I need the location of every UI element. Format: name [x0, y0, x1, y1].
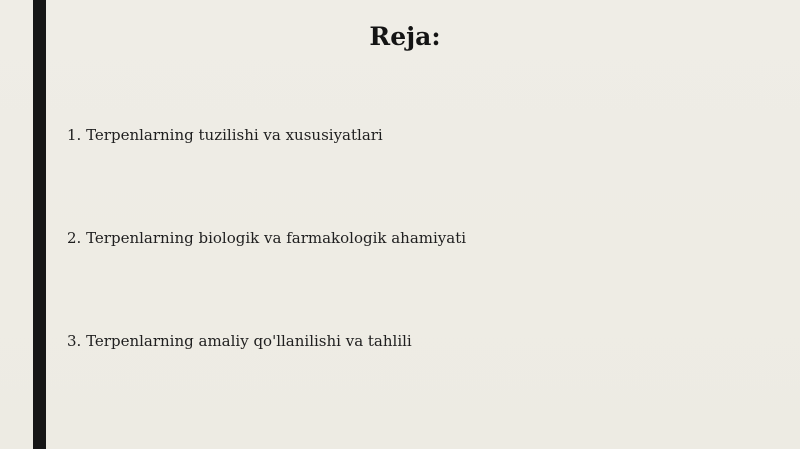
slide-title: Reja: — [369, 22, 441, 51]
accent-bar — [33, 0, 46, 449]
plan-item-1: 1. Terpenlarning tuzilishi va xususiyatlari — [67, 126, 383, 144]
plan-item-3: 3. Terpenlarning amaliy qo'llanilishi va tahlili — [67, 332, 412, 350]
plan-item-2: 2. Terpenlarning biologik va farmakologik ahamiyati — [67, 229, 467, 247]
